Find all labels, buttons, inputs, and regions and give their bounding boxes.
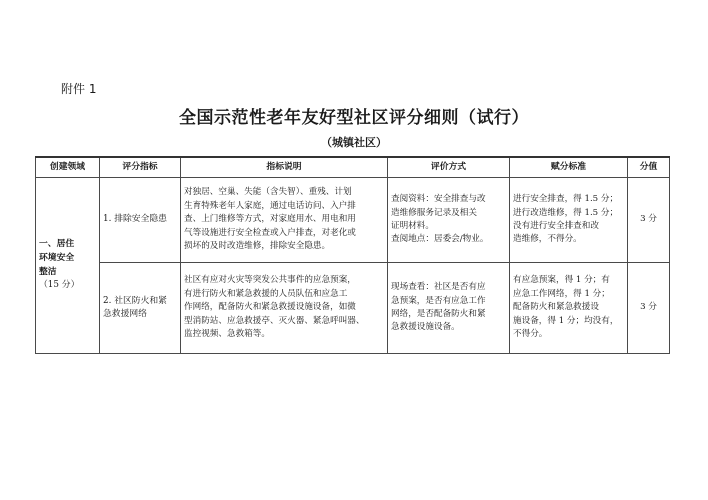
header-method: 评价方式 xyxy=(388,157,510,178)
document-subtitle: （城镇社区） xyxy=(321,136,387,149)
method-line: 现场查看：社区是否有应 xyxy=(391,282,486,293)
domain-line: 环境安全 xyxy=(39,252,75,263)
method-cell xyxy=(388,178,510,263)
method-line: 急救援设施设备。 xyxy=(391,322,460,333)
description-line: 监控视频、急救箱等。 xyxy=(184,329,270,340)
table-header-row xyxy=(36,157,670,178)
method-line: 造维修服务记录及相关 xyxy=(391,207,477,218)
standard-line: 配备防火和紧急救援设 xyxy=(513,302,599,313)
header-domain: 创建领域 xyxy=(36,157,100,178)
standard-line: 应急工作网络，得 1 分； xyxy=(513,288,610,299)
document-title: 全国示范性老年友好型社区评分细则（试行） xyxy=(179,108,529,128)
description-line: 有进行防火和紧急救援的人员队伍和应急工 xyxy=(184,288,348,299)
description-line: 作网络，配备防火和紧急救援设施设备，如微 xyxy=(184,302,356,313)
table-row xyxy=(36,178,670,263)
domain-line: 一、居住 xyxy=(39,239,75,250)
description-line: 损坏的及时改造维修，排除安全隐患。 xyxy=(184,241,331,252)
header-standard: 赋分标准 xyxy=(510,157,628,178)
standard-line: 进行改造维修，得 1.5 分； xyxy=(513,207,619,218)
standard-cell xyxy=(510,178,628,263)
description-line: 生育特殊老年人家庭，通过电话访问、入户排 xyxy=(184,200,356,211)
domain-line: 整洁 xyxy=(39,266,57,277)
domain-line: （15 分） xyxy=(39,280,80,291)
standard-line: 没有进行安全排查和改 xyxy=(513,221,599,231)
indicator-line: 2. 社区防火和紧 xyxy=(103,295,167,306)
indicator-cell: 1. 排除安全隐患 xyxy=(100,178,181,263)
standard-line: 进行安全排查，得 1.5 分； xyxy=(513,194,619,205)
header-score: 分值 xyxy=(628,157,670,178)
header-description: 指标说明 xyxy=(181,157,388,178)
standard-line: 有应急预案，得 1 分；有 xyxy=(513,275,610,286)
method-line: 查阅资料：安全排查与改 xyxy=(391,194,486,205)
indicator-cell xyxy=(100,263,181,354)
attachment-label: 附件 1 xyxy=(61,82,97,96)
scoring-table xyxy=(35,156,670,354)
domain-cell xyxy=(36,178,100,354)
method-line: 急预案，是否有应急工作 xyxy=(391,295,486,306)
indicator-line: 急救援网络 xyxy=(103,309,147,319)
header-indicator: 评分指标 xyxy=(100,157,181,178)
method-line: 查阅地点：居委会/物业。 xyxy=(391,234,489,245)
description-cell xyxy=(181,178,388,263)
standard-line: 不得分。 xyxy=(513,329,548,340)
standard-line: 造维修，不得分。 xyxy=(513,234,582,245)
table-row xyxy=(36,263,670,354)
standard-cell xyxy=(510,263,628,354)
method-line: 证明材料。 xyxy=(391,221,434,231)
description-line: 社区有应对火灾等突发公共事件的应急预案， xyxy=(184,275,356,286)
score-cell: 3 分 xyxy=(628,263,670,354)
score-cell: 3 分 xyxy=(628,178,670,263)
method-line: 网络，是否配备防火和紧 xyxy=(391,309,486,319)
description-cell xyxy=(181,263,388,354)
description-line: 查、上门维修等方式，对家庭用水、用电和用 xyxy=(184,214,356,225)
description-line: 对独居、空巢、失能（含失智）、重残、计划 xyxy=(184,187,352,198)
standard-line: 施设备，得 1 分；均没有， xyxy=(513,315,619,326)
description-line: 型消防站、应急救援亭、灭火器、紧急呼叫器、 xyxy=(184,315,365,326)
description-line: 气等设施进行安全检查或入户排查，对老化或 xyxy=(184,227,356,238)
method-cell xyxy=(388,263,510,354)
